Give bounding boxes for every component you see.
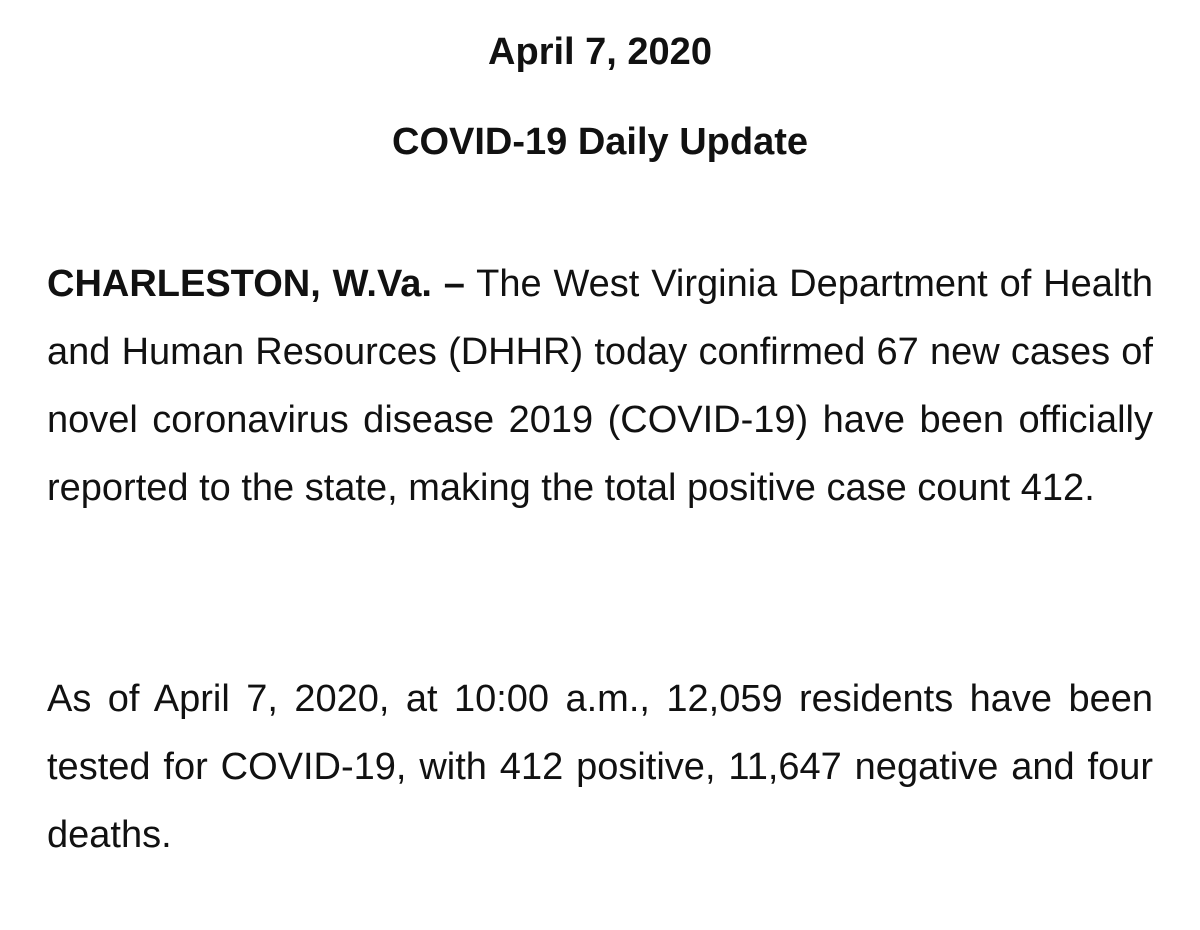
paragraph-announcement [47, 250, 1153, 522]
release-date: April 7, 2020 [488, 31, 712, 73]
paragraph-testing-stats [47, 665, 1153, 869]
release-title: COVID-19 Daily Update [392, 121, 808, 163]
paragraph-testing-stats-text: As of April 7, 2020, at 10:00 a.m., 12,059 residents have been tested for COVID-19, with 412 positive, 11,647 negative and four deaths. [47, 678, 1153, 856]
dateline: CHARLESTON, W.Va. – [47, 263, 465, 305]
paragraph-announcement-text: The West Virginia Department of Health and Human Resources (DHHR) today confirmed 67 new cases of novel coronavirus disease 2019 (COVID-19) have been officially reported to the state, making the total positive case count 412. [47, 263, 1153, 509]
